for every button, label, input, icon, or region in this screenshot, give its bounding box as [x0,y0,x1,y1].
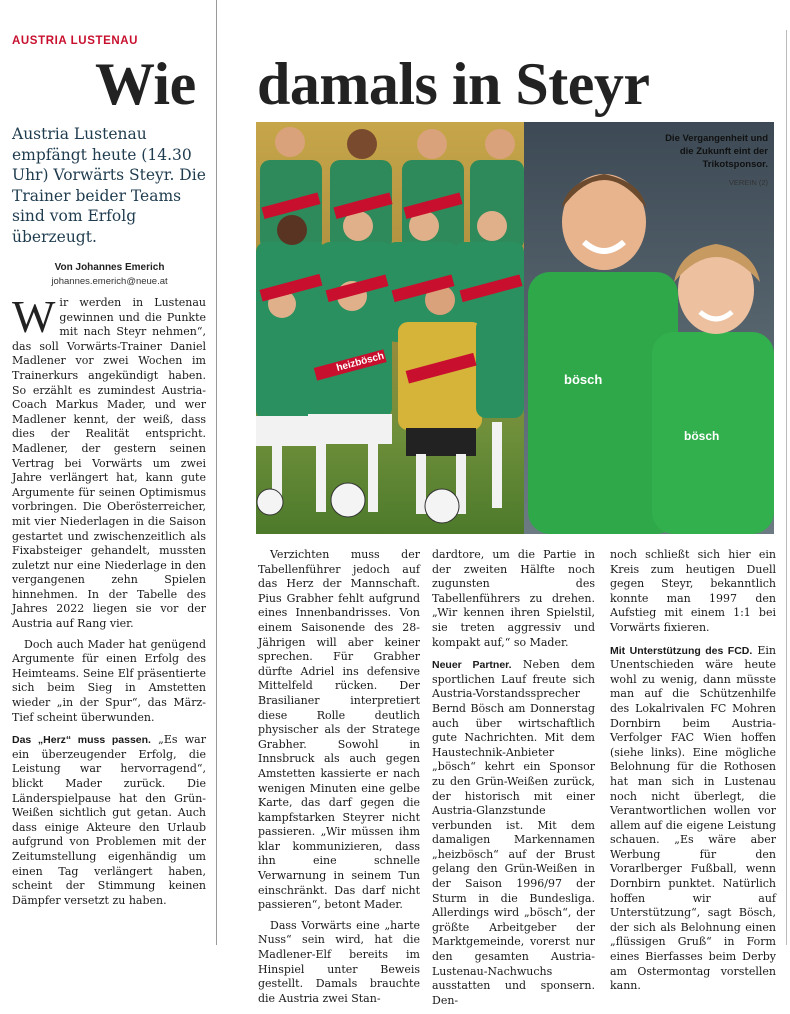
svg-text:bösch: bösch [564,372,603,387]
paragraph [610,644,776,994]
byline: Von Johannes Emerich [54,262,165,273]
article-column-3 [432,548,595,1014]
paragraph: Verzichten muss der Tabellenführer jedoch auf das Herz der Mannschaft. Pius Grabher fehlt aufgrund eines Innenbandrisses. Von einem Saisonende des 28-Jährigen will aber keiner sprechen. Für Grabher dürfte Adriel ins defensive Mittelfeld rücken. Der Brasilianer interpretiert diese Rolle deutlich physischer als der Stratege Grabher. Sowohl in Innsbruck als auch gegen Amstetten kassierte er nach wenigen Minuten eine gelbe Karte, das darf gegen die kampfstarken Steyrer nicht passieren. „Wir müssen ihm klar kommunizieren, dass ihn eine schnelle Verwarnung in seinem Tun einschränkt. Das darf nicht passieren“, betont Mader. [258,548,420,912]
paragraph: Doch auch Mader hat genügend Argumente für einen Erfolg des Heimteams. Seine Elf präsentierte sich beim Sieg in Amstetten wieder „in der Spur“, das März-Tief scheint überwunden. [12,637,206,724]
section-label: AUSTRIA LUSTENAU [12,35,139,47]
svg-text:bösch: bösch [684,429,720,443]
paragraph-text: Neben dem sportlichen Lauf freute sich Austria-Vorstandssprecher Bernd Bösch am Donnerstag auch über wirtschaftlich gute Nachrichten. Mit dem Haustechnik-Anbieter „bösch“ kehrt ein Sponsor zu den Grün-Weißen zurück, der historisch mit einer Austria-Glanzstunde verbunden ist. Mit dem damaligen Markennamen „heizbösch“ auf der Brust gelang den Grün-Weißen in der Saison 1996/97 der Sturm in die Bundesliga. Allerdings wird „bösch“, der größte Arbeitgeber der Marktgemeinde, vorerst nur den gesamten Austria-Lustenau-Nachwuchs ausstatten und sponsern. Den- [432,658,595,1007]
headline-part-2: damals in Steyr [257,51,650,117]
team-photo-1996 [256,122,524,534]
paragraph [12,733,206,908]
subheading: Neuer Partner. [432,659,512,672]
column-rule-right [786,30,787,945]
photo-caption: Die Vergangenheit und die Zukunft eint der Trikotsponsor. [665,133,768,170]
photo-credit: VEREIN (2) [728,178,768,187]
drop-cap: W [12,291,56,342]
paragraph: dardtore, um die Partie in der zweiten Hälfte noch zugunsten des Tabellenführers zu drehen. „Wir kennen ihren Spielstil, sie treten aggressiv und kompakt auf,“ so Mader. [432,548,595,649]
author-email[interactable]: johannes.emerich@neue.at [51,276,168,287]
paragraph [12,291,206,632]
article-column-2 [258,548,420,1012]
column-rule-left [216,0,217,945]
paragraph-text: ir werden in Lustenau gewinnen und die Punkte mit nach Steyr nehmen“, das soll Vorwärts-Trainer Daniel Madlener vor zwei Wochen im Trainerkurs angekündigt haben. So erzählt es zumindest Austria-Coach Markus Mader, und wer Madlener kennt, der weiß, dass dies der Realität entspricht. Madlener, der gestern seinen Vertrag bei Vorwärts um zwei Jahre verlängert hat, kann gute Argumente für seinen Optimismus vorbringen. Die Oberösterreicher, mit vier Niederlagen in die Saison gestartet und zwischenzeitlich als Fixabsteiger gehandelt, mussten zuletzt nur eine Niederlage in den vergangenen zehn Spielen hinnehmen. In der Tabelle des Jahres 2022 liegen sie vor der Austria auf Rang vier. [12,296,206,631]
svg-text:heizbösch: heizbösch [335,350,386,374]
article-column-4 [610,548,776,1000]
paragraph-text: Ein Unentschieden wäre heute wohl zu wenig, dann müsste man auf die Schützenhilfe des Lokalrivalen FC Mohren Dornbirn beim Austria-Verfolger FAC Wien hoffen (siehe links). Eine mögliche Belohnung für die Rothosen hat man sich in Lustenau noch nicht überlegt, die Verantwortlichen wollen vor allem auf die eigene Leistung schauen. „Es wäre aber Werbung für den Vorarlberger Fußball, wenn Dornbirn punktet. Natürlich hoffen wir auf Unterstützung“, sagt Bösch, der sich als Belohnung einen „flüssigen Gruß“ in Form eines Bierfasses beim Derby am Ostermontag vorstellen kann. [610,643,776,993]
headline-part-1: Wie [95,51,196,117]
subheading: Das „Herz“ muss passen. [12,734,151,747]
lead-text: Austria Lustenau empfängt heute (14.30 Uhr) Vorwärts Steyr. Die Trainer beider Teams sind vom Erfolg überzeugt. [12,125,206,246]
subheading: Mit Unterstützung des FCD. [610,644,753,657]
paragraph: noch schließt sich hier ein Kreis zum heutigen Duell gegen Steyr, bekanntlich konnte man 1997 den Aufstieg mit einem 1:1 bei Vorwärts fixieren. [610,548,776,634]
paragraph-text: „Es war ein überzeugender Erfolg, die Leistung war hervorragend“, blickt Mader zurück. Die Länderspielpause hat den Grün-Weißen sichtlich gut getan. Auch dass einige Akteure den Urlaub aufgrund von Problemen mit der Zeitumstellung eigenhändig um einen Tag verlängert haben, scheint der Stimmung keinen Dämpfer versetzt zu haben. [12,733,206,907]
article-column-1 [12,291,206,914]
paragraph [432,658,595,1008]
paragraph: Dass Vorwärts eine „harte Nuss“ sein wird, hat die Madlener-Elf bereits im Hinspiel unter Beweis gestellt. Damals brauchte die Austria zwei Stan- [258,918,420,1005]
